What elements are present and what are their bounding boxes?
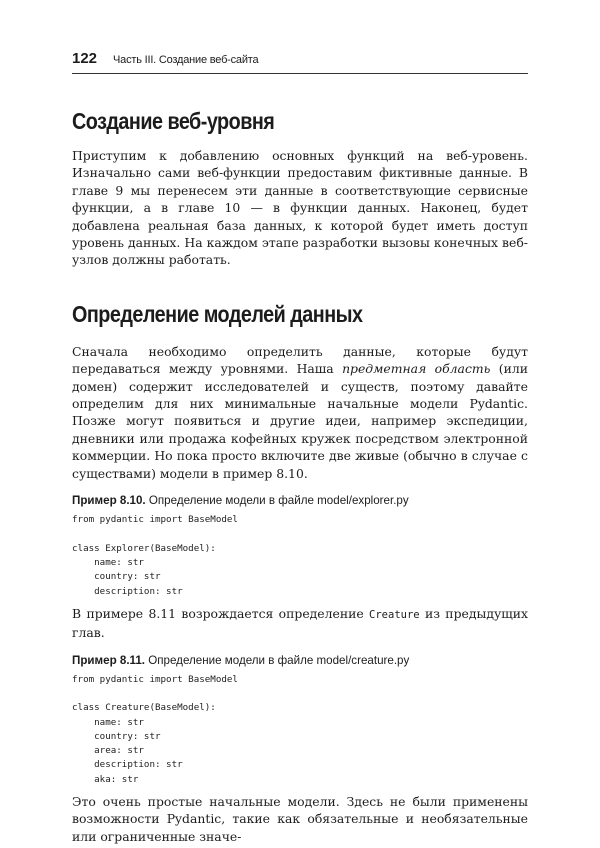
example-label: Пример 8.10. [72, 494, 146, 508]
example-caption-8-11 [72, 653, 528, 669]
paragraph-text: из предыдущих глав. [72, 605, 529, 641]
emphasis-term: предметная область [342, 361, 491, 377]
code-block-explorer: from pydantic import BaseModel class Explorer(BaseModel): name: str country: str description: str [72, 514, 238, 597]
paragraph-text: Сначала необходимо определить данные, которые будут передаваться между уровнями. Наша [72, 343, 528, 377]
inline-code: Creature [369, 608, 420, 621]
example-caption-8-10 [72, 493, 528, 509]
running-title: Часть III. Создание веб-сайта [113, 54, 259, 66]
section-heading-data-models: Определение моделей данных [72, 300, 363, 327]
paragraph-data-models [72, 343, 528, 482]
paragraph-closing: Это очень простые начальные модели. Здесь не были применены возможности Pydantic, такие как обязательные и необязательные или ограниченные значе- [72, 794, 528, 844]
paragraph-text: (или домен) содержит исследователей и существ, поэтому давайте определим для них минимальные начальные модели Pydantic. Позже могут появиться и другие идеи, например экспедиции, дневники или продажа кофейных кружек посредством электронной коммерции. Но пока просто включите две живые (обычно в случае с существами) модели в пример 8.10. [72, 361, 528, 481]
paragraph-text: В примере 8.11 возрождается определение [72, 605, 370, 621]
page-number: 122 [72, 50, 98, 67]
paragraph-web-layer: Приступим к добавлению основных функций на веб-уровень. Изначально сами веб-функции предоставим фиктивные данные. В главе 9 мы перенесем эти данные в соответствующие сервисные функции, а в главе 10 — в функции данных. Наконец, будет добавлена реальная база данных, к которой будет иметь доступ уровень данных. На каждом этапе разработки вызовы конечных веб-узлов должны работать. [72, 148, 528, 268]
example-title: Определение модели в файле model/explorer.py [148, 494, 409, 508]
code-block-creature: from pydantic import BaseModel class Creature(BaseModel): name: str country: str area: str description: str aka: str [72, 673, 238, 785]
running-header [72, 50, 528, 74]
paragraph-between-examples [72, 605, 528, 642]
section-heading-web-layer: Создание веб-уровня [72, 108, 275, 134]
page-content [72, 102, 528, 845]
example-label: Пример 8.11. [72, 653, 146, 667]
example-title: Определение модели в файле model/creature.py [148, 653, 410, 667]
